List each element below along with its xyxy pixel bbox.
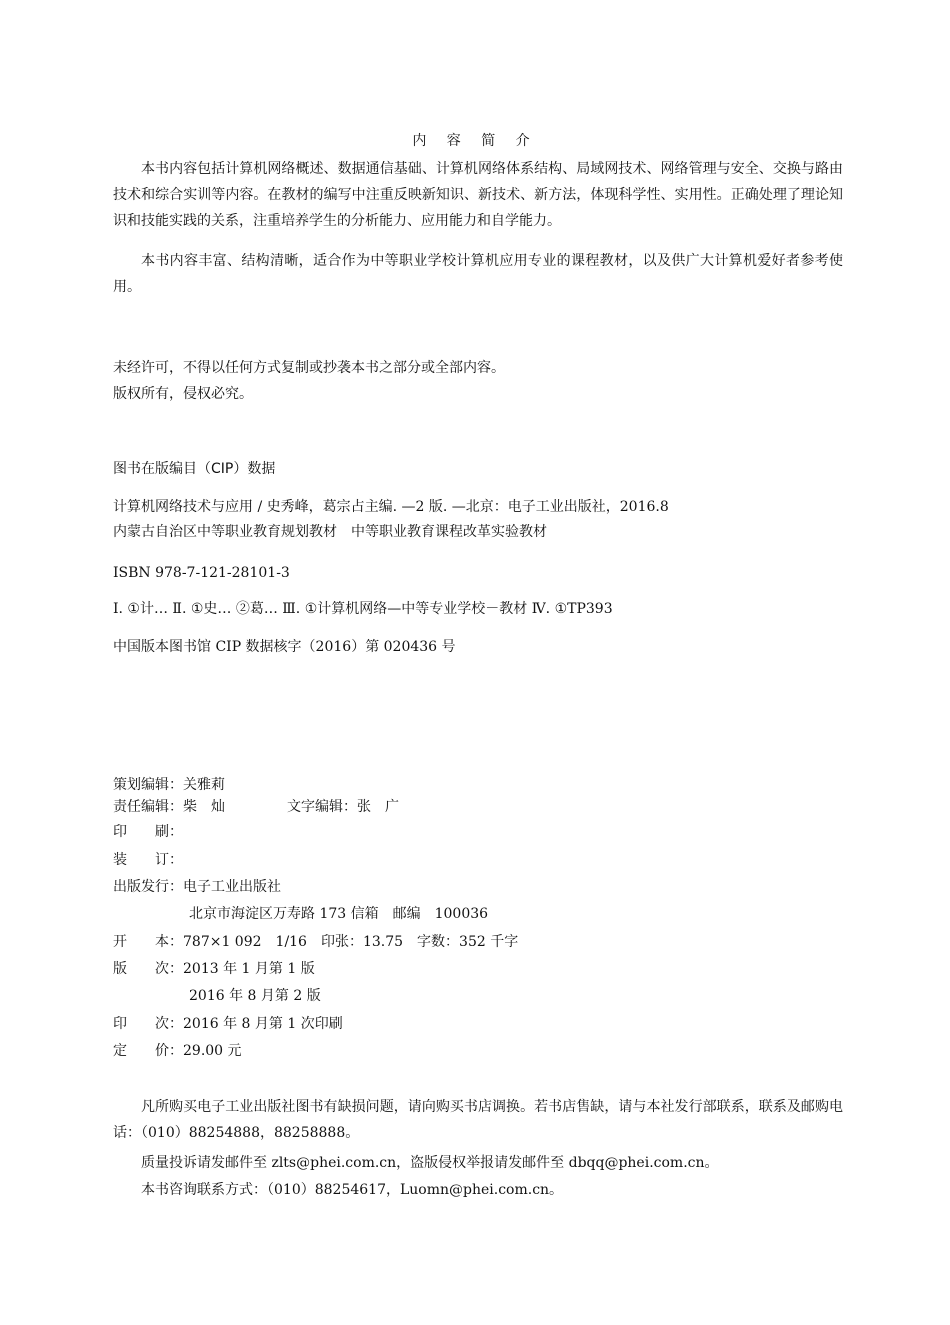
responsible-editor-value: 柴 灿 — [183, 799, 225, 815]
publisher-value: 电子工业出版社 — [183, 879, 281, 895]
cip-main-entry: 计算机网络技术与应用 / 史秀峰，葛宗占主编. —2 版. —北京：电子工业出版社，2016.8 — [113, 499, 669, 515]
responsible-editor-label: 责任编辑： — [113, 799, 183, 815]
cip-title: 图书在版编目（CIP）数据 — [113, 461, 276, 477]
binding-label: 装 订： — [113, 852, 183, 868]
edition-label: 版 次： — [113, 961, 183, 977]
printing-label: 印 次： — [113, 1016, 183, 1032]
printing-house-label: 印 刷： — [113, 824, 183, 840]
footer-exchange-notice: 凡所购买电子工业出版社图书有缺损问题，请向购买书店调换。若书店售缺，请与本社发行部联系，联系及邮购电话：（010）88254888，88258888。 — [113, 1099, 843, 1141]
edition-value-first: 2013 年 1 月第 1 版 — [183, 961, 315, 977]
planning-editor — [113, 775, 225, 795]
planning-editor-value: 关雅莉 — [183, 777, 225, 793]
cip-classification: Ⅰ. ①计… Ⅱ. ①史… ②葛… Ⅲ. ①计算机网络—中等专业学校－教材 Ⅳ. ①TP393 — [113, 601, 613, 617]
printing — [113, 1014, 343, 1034]
footer-consult-contact: 本书咨询联系方式：（010）88254617，Luomn@phei.com.cn。 — [141, 1182, 564, 1198]
price-label: 定 价： — [113, 1043, 183, 1059]
cip-series: 内蒙古自治区中等职业教育规划教材 中等职业教育课程改革实验教材 — [113, 524, 547, 540]
planning-editor-label: 策划编辑： — [113, 777, 183, 793]
format — [113, 932, 518, 952]
responsible-editor — [113, 797, 225, 817]
text-editor: 文字编辑：张 广 — [287, 799, 399, 815]
format-label: 开 本： — [113, 934, 183, 950]
printing-value: 2016 年 8 月第 1 次印刷 — [183, 1016, 343, 1032]
edition-value-second: 2016 年 8 月第 2 版 — [189, 988, 321, 1004]
price — [113, 1041, 242, 1061]
cip-isbn: ISBN 978-7-121-28101-3 — [113, 565, 290, 581]
cip-record-number: 中国版本图书馆 CIP 数据核字（2016）第 020436 号 — [113, 639, 456, 655]
price-value: 29.00 元 — [183, 1043, 242, 1059]
footer-complaint-email: 质量投诉请发邮件至 zlts@phei.com.cn，盗版侵权举报请发邮件至 dbqq@phei.com.cn。 — [141, 1155, 719, 1171]
publisher — [113, 877, 281, 897]
publisher-label: 出版发行： — [113, 879, 183, 895]
rights-reserved: 版权所有，侵权必究。 — [113, 386, 253, 402]
summary-paragraph-2: 本书内容丰富、结构清晰，适合作为中等职业学校计算机应用专业的课程教材，以及供广大计算机爱好者参考使用。 — [113, 253, 843, 295]
rights-notice: 未经许可，不得以任何方式复制或抄袭本书之部分或全部内容。 — [113, 360, 505, 376]
summary-title: 内 容 简 介 — [412, 133, 538, 149]
edition — [113, 959, 315, 979]
summary-paragraph-1: 本书内容包括计算机网络概述、数据通信基础、计算机网络体系结构、局域网技术、网络管理与安全、交换与路由技术和综合实训等内容。在教材的编写中注重反映新知识、新技术、新方法，体现科学性、实用性。正确处理了理论知识和技能实践的关系，注重培养学生的分析能力、应用能力和自学能力。 — [113, 161, 843, 229]
publisher-address: 北京市海淀区万寿路 173 信箱 邮编 100036 — [189, 906, 489, 922]
format-value: 787×1 092 1/16 印张：13.75 字数：352 千字 — [183, 934, 519, 950]
